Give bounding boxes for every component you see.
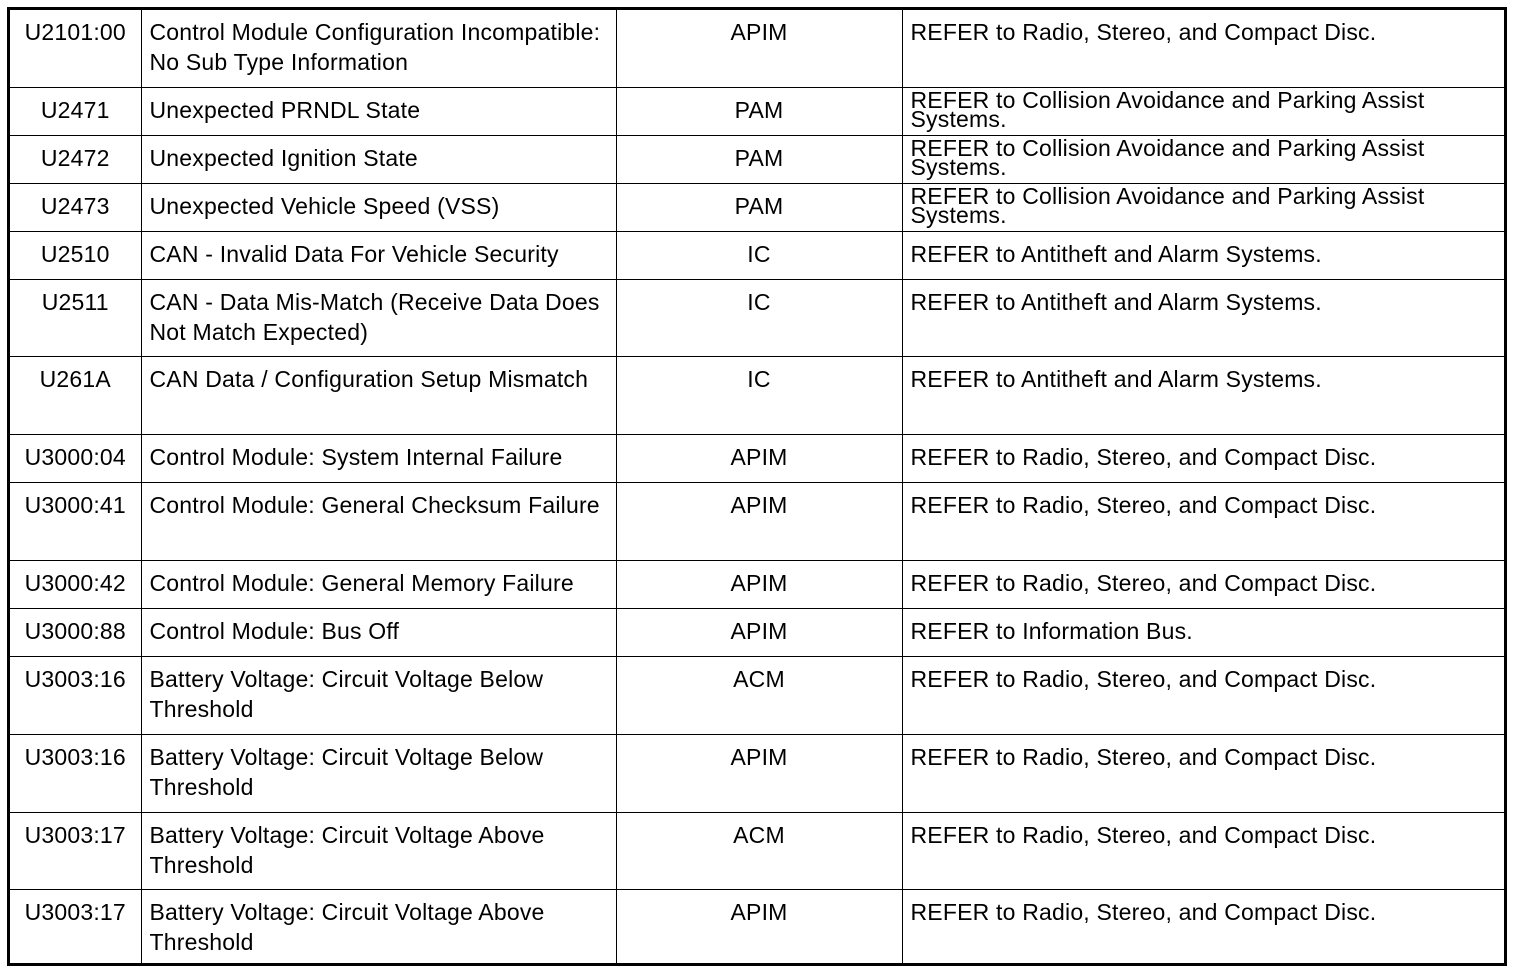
- table-row: [10, 231, 1504, 279]
- dtc-module: IC: [616, 356, 902, 434]
- dtc-description: Unexpected Vehicle Speed (VSS): [141, 183, 616, 231]
- dtc-description: CAN - Data Mis-Match (Receive Data Does Not Match Expected): [141, 279, 616, 356]
- dtc-table: [10, 10, 1504, 965]
- dtc-code: U3003:17: [10, 812, 141, 889]
- dtc-description: Unexpected Ignition State: [141, 135, 616, 183]
- dtc-module: IC: [616, 231, 902, 279]
- dtc-description: Control Module Configuration Incompatible: No Sub Type Information: [141, 10, 616, 87]
- dtc-action: REFER to Radio, Stereo, and Compact Disc.: [902, 812, 1504, 889]
- dtc-table-frame: [7, 7, 1507, 966]
- dtc-code: U3003:16: [10, 656, 141, 734]
- dtc-description: CAN - Invalid Data For Vehicle Security: [141, 231, 616, 279]
- table-row: [10, 608, 1504, 656]
- table-row: [10, 656, 1504, 734]
- dtc-code: U2510: [10, 231, 141, 279]
- dtc-description: Unexpected PRNDL State: [141, 87, 616, 135]
- table-row: [10, 812, 1504, 889]
- dtc-action: REFER to Radio, Stereo, and Compact Disc.: [902, 482, 1504, 560]
- dtc-action: REFER to Information Bus.: [902, 608, 1504, 656]
- dtc-action: REFER to Radio, Stereo, and Compact Disc.: [902, 734, 1504, 812]
- dtc-description: CAN Data / Configuration Setup Mismatch: [141, 356, 616, 434]
- dtc-module: PAM: [616, 183, 902, 231]
- dtc-code: U3003:17: [10, 889, 141, 965]
- dtc-module: APIM: [616, 608, 902, 656]
- dtc-description: Battery Voltage: Circuit Voltage Above Threshold: [141, 812, 616, 889]
- table-row: [10, 560, 1504, 608]
- table-row: [10, 356, 1504, 434]
- dtc-description: Battery Voltage: Circuit Voltage Above Threshold: [141, 889, 616, 965]
- dtc-action: REFER to Radio, Stereo, and Compact Disc.: [902, 889, 1504, 965]
- dtc-action: REFER to Radio, Stereo, and Compact Disc.: [902, 434, 1504, 482]
- dtc-action: REFER to Collision Avoidance and Parking Assist Systems.: [902, 183, 1504, 231]
- table-row: [10, 87, 1504, 135]
- dtc-code: U2101:00: [10, 10, 141, 87]
- dtc-code: U261A: [10, 356, 141, 434]
- table-row: [10, 10, 1504, 87]
- dtc-module: APIM: [616, 482, 902, 560]
- dtc-module: APIM: [616, 734, 902, 812]
- dtc-module: APIM: [616, 560, 902, 608]
- dtc-code: U2471: [10, 87, 141, 135]
- dtc-action: REFER to Radio, Stereo, and Compact Disc.: [902, 656, 1504, 734]
- dtc-module: APIM: [616, 889, 902, 965]
- dtc-description: Battery Voltage: Circuit Voltage Below Threshold: [141, 656, 616, 734]
- dtc-code: U2511: [10, 279, 141, 356]
- table-row: [10, 734, 1504, 812]
- dtc-code: U3000:04: [10, 434, 141, 482]
- dtc-code: U3000:42: [10, 560, 141, 608]
- dtc-action: REFER to Collision Avoidance and Parking Assist Systems.: [902, 135, 1504, 183]
- table-row: [10, 889, 1504, 965]
- dtc-action: REFER to Collision Avoidance and Parking Assist Systems.: [902, 87, 1504, 135]
- dtc-description: Control Module: General Memory Failure: [141, 560, 616, 608]
- dtc-description: Battery Voltage: Circuit Voltage Below Threshold: [141, 734, 616, 812]
- dtc-description: Control Module: General Checksum Failure: [141, 482, 616, 560]
- dtc-action: REFER to Antitheft and Alarm Systems.: [902, 231, 1504, 279]
- dtc-module: PAM: [616, 135, 902, 183]
- table-row: [10, 482, 1504, 560]
- table-row: [10, 183, 1504, 231]
- dtc-code: U2473: [10, 183, 141, 231]
- dtc-module: APIM: [616, 434, 902, 482]
- dtc-code: U2472: [10, 135, 141, 183]
- dtc-action: REFER to Antitheft and Alarm Systems.: [902, 279, 1504, 356]
- dtc-code: U3000:88: [10, 608, 141, 656]
- dtc-module: APIM: [616, 10, 902, 87]
- dtc-description: Control Module: Bus Off: [141, 608, 616, 656]
- table-row: [10, 279, 1504, 356]
- dtc-module: PAM: [616, 87, 902, 135]
- dtc-code: U3000:41: [10, 482, 141, 560]
- dtc-action: REFER to Radio, Stereo, and Compact Disc.: [902, 560, 1504, 608]
- dtc-module: ACM: [616, 812, 902, 889]
- dtc-module: IC: [616, 279, 902, 356]
- table-row: [10, 135, 1504, 183]
- dtc-action: REFER to Radio, Stereo, and Compact Disc.: [902, 10, 1504, 87]
- dtc-description: Control Module: System Internal Failure: [141, 434, 616, 482]
- table-row: [10, 434, 1504, 482]
- dtc-code: U3003:16: [10, 734, 141, 812]
- dtc-action: REFER to Antitheft and Alarm Systems.: [902, 356, 1504, 434]
- dtc-module: ACM: [616, 656, 902, 734]
